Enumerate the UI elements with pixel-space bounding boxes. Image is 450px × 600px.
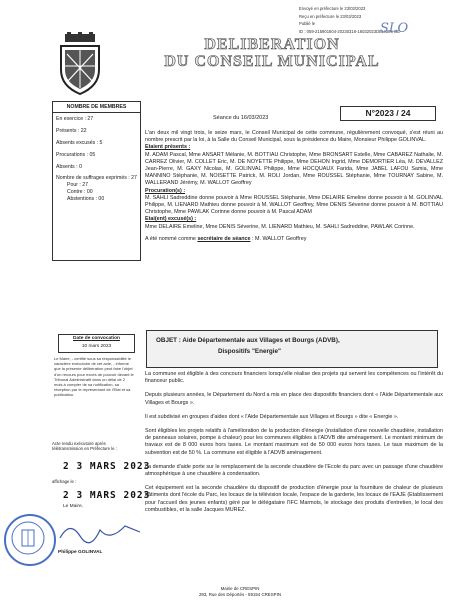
- stamp-signature-mark: SLO: [380, 21, 409, 36]
- stamp-line: Publié le: [299, 21, 316, 27]
- members-row: Absents : 0: [56, 164, 82, 170]
- body-paragraph: La commune est éligible à des concours financiers lorsqu'elle réalise des projets qui servent les compétences ou l'intérêt du financeur public.: [145, 371, 443, 385]
- presents-list: M. ADAM Pascal, Mme ANSART Mélanie, M. BOTTIAU Christophe, Mme BRONSART Estelle, Mme CABAREZ Nathalie, M. CARREZ Olivier, M. COLLET Eric, M. DE NOYETTE Philippe, Mme DEHON Ingrid, Mme DEMORTIER Léa, M. DEVALLEZ Jean-Pierre, M. GAXY Nicolas, M. GOLINVAL Philippe, Mme HOCQUAUX Farida, Mme JABEL LAFOU Samia, Mme MANNINO Stéphanie, M. NOISETTE Patrick, M. ROLI Jordan, Mme ROUSSEL Stéphanie, Mme TOURNAY Sabine, M. WALLERAND Jérémy, M. WALLOT Geoffrey: [145, 151, 443, 187]
- stamp-line: Envoyé en préfecture le 23/03/2023: [299, 6, 366, 11]
- votes-label: Nombre de suffrages exprimés : 27: [56, 175, 137, 181]
- publication-date-stamp: 2 3 MARS 2023: [63, 490, 151, 501]
- signature-title: Le Maire,: [63, 504, 83, 509]
- members-row: Absents excusés : 5: [56, 140, 103, 146]
- legal-notice: Le Maire, - certifie sous sa responsabilité le caractère exécutoire de cet acte, - informe que la présente délibération peut faire l'objet d'un recours pour excès de pouvoir devant le Tribunal Administratif dans un délai de 2 mois à compter de sa notification, sa réception par le représentant de l'Etat et sa publication.: [54, 356, 134, 398]
- secretary-line: A été nommé comme secrétaire de séance : M. WALLOT Geoffrey: [145, 235, 307, 242]
- page-title: DELIBERATION DU CONSEIL MUNICIPAL: [164, 36, 380, 70]
- seance-date: Séance du 16/03/2023: [213, 115, 269, 121]
- transmission-date-stamp: 2 3 MARS 2023: [63, 461, 151, 472]
- body-paragraph: Cet équipement est la seconde chaudière du dispositif de production d'énergie pour la fourniture de chaleur de plusieurs bâtiments dont l'école du Parc, les locaux de la télévision locale, l'espace de la garderie, les locaux de l'EAJE (Etablissement pour l'accueil des jeunes enfants) géré par le délégataire l'IFC Marmots, le stockage des produits d'entretien, le local des combustibles, et la salle Jacques MUREZ.: [145, 485, 443, 513]
- body-paragraph: La demande d'aide porte sur le remplacement de la seconde chaudière de l'Ecole du parc avec un passage d'une chaudière atmosphérique à une chaudière à condensation.: [145, 463, 443, 478]
- excuses-list: Mme DELAIRE Emeline, Mme DENIS Séverine, M. LIENARD Mathieu, M. SAHLI Sadreddine, PAWLAK Corinne.: [145, 223, 415, 230]
- objet-title: OBJET : Aide Départementale aux Villages et Bourgs (ADVB), Dispositifs "Energie": [156, 337, 340, 355]
- convocation-date: 10 mars 2023: [81, 344, 112, 349]
- convocation-box: [58, 334, 135, 353]
- members-row: Procurations : 05: [56, 152, 96, 158]
- excuses-label: Etai(ent) excusé(s) :: [145, 216, 197, 223]
- city-crest-icon: [55, 32, 105, 97]
- members-row: En exercice : 27: [56, 116, 94, 122]
- body-paragraph: Depuis plusieurs années, le Département du Nord a mis en place des dispositifs financiers dont « l'Aide Départementale aux Villages et Bourgs ».: [145, 392, 443, 406]
- members-row: Présents : 22: [56, 128, 87, 134]
- convocation-label: Date de convocation: [73, 336, 120, 341]
- procurations-list: M. SAHLI Sadreddine donne pouvoir à Mme ROUSSEL Stéphanie, Mme DELAIRE Emeline donne pouvoir à M. GOLINVAL Philippe, M. LIENARD Mathieu donne pouvoir à M. WALLOT Geoffrey, Mme DENIS Séverine donne pouvoir à M. BOTTIAU Christophe, Mme PAWLAK Corinne donne pouvoir à M. Pascal ADAM: [145, 194, 443, 216]
- members-panel: [52, 101, 141, 261]
- votes-row: Contre : 00: [67, 189, 93, 195]
- intro-paragraph: L'an deux mil vingt trois, le seize mars, le Conseil Municipal de cette commune, régulièrement convoqué, s'est réuni au nombre prescrit par la loi, à la Salle du Conseil Municipal, sous la présidence du Maire, Monsieur Philippe GOLINVAL.: [145, 130, 443, 144]
- votes-row: Abstentions : 00: [67, 196, 105, 202]
- deliberation-number: N°2023 / 24: [340, 106, 436, 121]
- stamp-line: ID : 059-215901604-20230316-16032023DELIB06-DE: [299, 28, 401, 34]
- publication-label: affichage le :: [52, 479, 77, 484]
- body-paragraph: Sont éligibles les projets relatifs à l'amélioration de la production d'énergie (installation d'une nouvelle chaudière, installation de panneaux solaires, pompe à chaleur) pour les communes éligibles à l'ADVB dite aménagement. Le montant minimum de travaux est de 8 000 euros hors taxes. Le montant maximum est de 50 000 euros hors taxes. Le taux maximum de la subvention est de 50 %. La commune est éligible à l'ADVB aménagement.: [145, 428, 443, 456]
- handwritten-signature-icon: [55, 518, 145, 546]
- mairie-seal-icon: [4, 514, 56, 566]
- transmission-label: Acte rendu exécutoire après télétransmission en Préfecture le :: [52, 441, 117, 452]
- procurations-label: Procuration(s) :: [145, 187, 186, 194]
- deliberation-body: [145, 371, 443, 514]
- attendance-section: [145, 130, 443, 243]
- votes-row: Pour : 27: [67, 182, 89, 188]
- members-heading: NOMBRE DE MEMBRES: [53, 102, 140, 113]
- body-paragraph: Il est subdivisé en groupes d'aides dont « l'Aide Départementale aux Villages et Bourgs » dite « Energie ».: [145, 413, 399, 420]
- page-footer: Mairie de CRESPIN 293, Rue des Déportés - 59154 CRESPIN: [198, 586, 281, 597]
- stamp-line: Reçu en préfecture le 23/03/2023: [299, 13, 362, 19]
- mayor-name: Philippe GOLINVAL: [58, 550, 103, 555]
- presents-label: Etaient présents :: [145, 144, 191, 151]
